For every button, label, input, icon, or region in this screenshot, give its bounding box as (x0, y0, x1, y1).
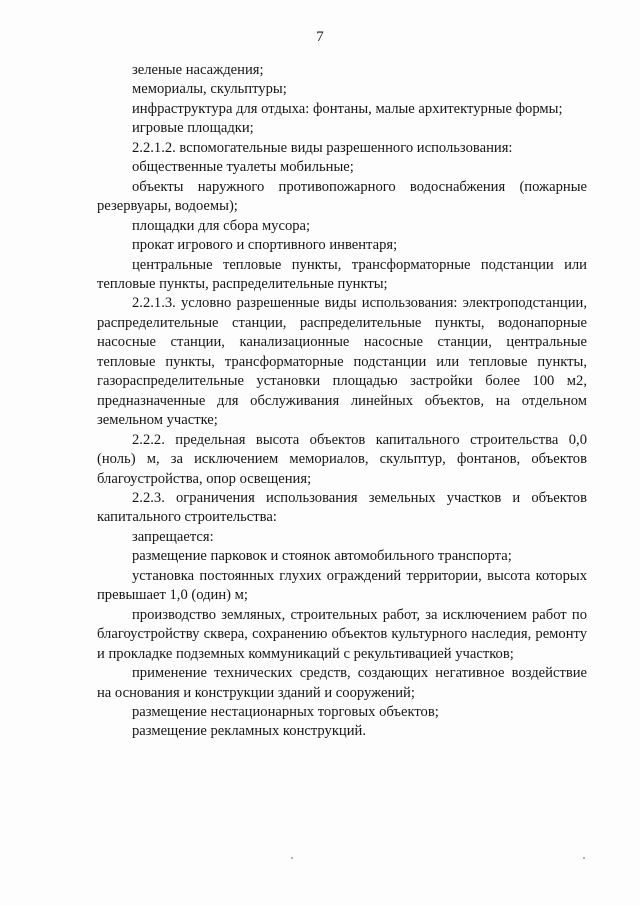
paragraph-section-2-2-3: 2.2.3. ограничения использования земельных участков и объектов капитального строительства: (97, 489, 587, 526)
paragraph-fence-ban: установка постоянных глухих ограждений территории, высота которых превышает 1,0 (один) м; (97, 567, 587, 604)
page-number: 7 (316, 29, 324, 45)
paragraph-kiosk-ban: размещение нестационарных торговых объектов; (132, 703, 439, 720)
paragraph-prohibited-heading: запрещается: (132, 528, 214, 545)
paragraph-parking-ban: размещение парковок и стоянок автомобильного транспорта; (132, 548, 512, 565)
paragraph-equipment-rental: прокат игрового и спортивного инвентаря; (132, 237, 398, 254)
paragraph-section-2-2-1-3: 2.2.1.3. условно разрешенные виды использования: электроподстанции, распределительные станции, распределительные пункты, водонапорные насосные станции, канализационные насосные станции, центральные тепловые пункты, трансформаторные подстанции или тепловые пункты, газораспределительные установки площадью застройки более 100 м2, предназначенные для обслуживания линейных объектов, на отдельном земельном участке; (97, 295, 587, 429)
paragraph-section-2-2-1-2: 2.2.1.2. вспомогательные виды разрешенного использования: (132, 139, 513, 156)
paragraph-advertising-ban: размещение рекламных конструкций. (132, 723, 366, 740)
paragraph-fire-water-supply: объекты наружного противопожарного водоснабжения (пожарные резервуары, водоемы); (97, 178, 587, 215)
scan-speck (583, 857, 585, 859)
document-body (97, 61, 587, 742)
paragraph-playgrounds: игровые площадки; (132, 120, 254, 137)
paragraph-memorials: мемориалы, скульптуры; (132, 81, 287, 98)
paragraph-waste-sites: площадки для сбора мусора; (132, 217, 311, 234)
paragraph-mobile-toilets: общественные туалеты мобильные; (132, 159, 354, 176)
paragraph-green-spaces: зеленые насаждения; (132, 62, 264, 78)
scan-speck (291, 857, 293, 859)
paragraph-section-2-2-2: 2.2.2. предельная высота объектов капитального строительства 0,0 (ноль) м, за исключением мемориалов, скульптур, фонтанов, объектов благоустройства, опор освещения; (97, 431, 587, 487)
paragraph-technical-means-ban: применение технических средств, создающих негативное воздействие на основания и конструкции зданий и сооружений; (97, 665, 587, 701)
paragraph-leisure-infrastructure: инфраструктура для отдыха: фонтаны, малые архитектурные формы; (132, 100, 563, 117)
paragraph-construction-ban: производство земляных, строительных работ, за исключением работ по благоустройству сквера, сохранению объектов культурного наследия, ремонту и прокладке подземных коммуникаций с рекультивацией участков; (97, 606, 587, 662)
paragraph-heating-points: центральные тепловые пункты, трансформаторные подстанции или тепловые пункты, распределительные пункты; (97, 256, 587, 292)
